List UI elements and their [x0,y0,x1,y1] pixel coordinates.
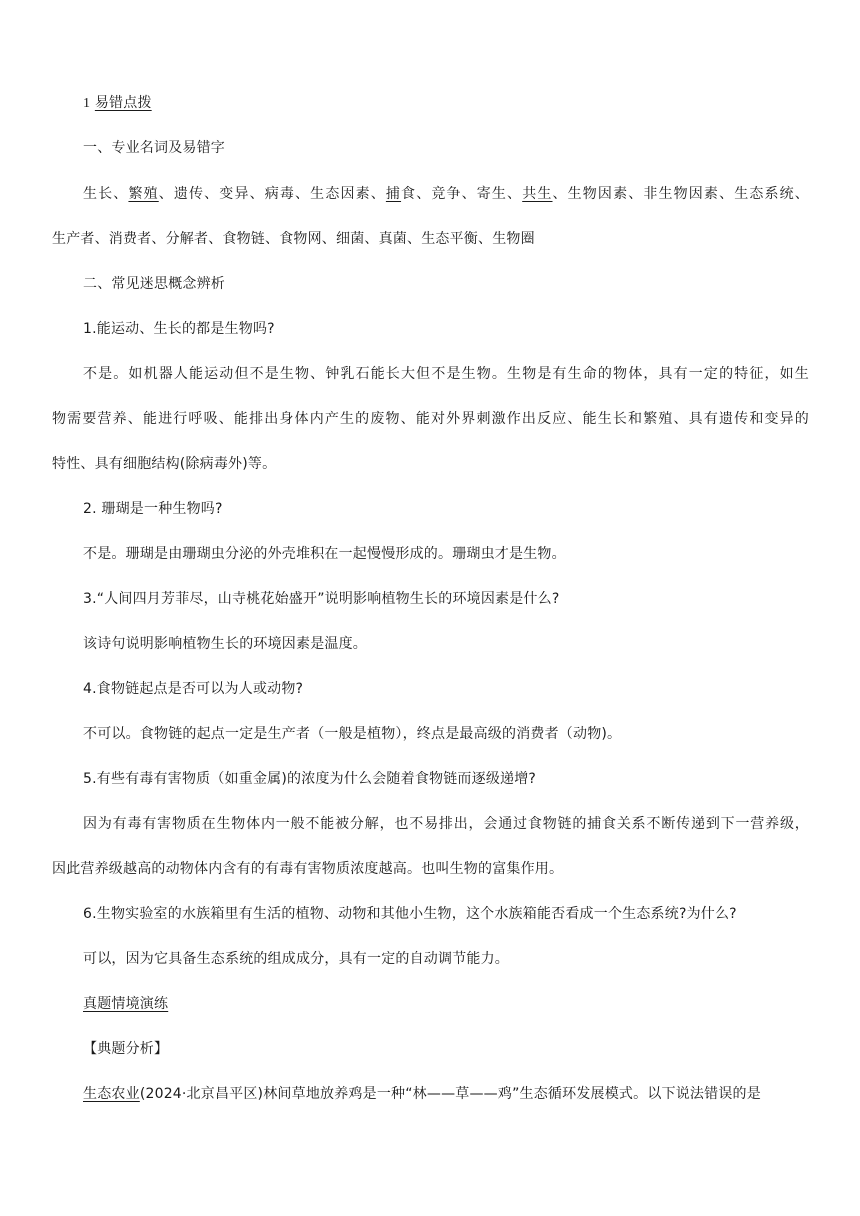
problem-text: (2024·北京昌平区)林间草地放养鸡是一种“林——草——鸡”生态循环发展模式。以下说法错误的是 [139,1086,761,1102]
terms-line-1 [83,184,809,204]
question-2: 2. 珊瑚是一种生物吗? [83,501,223,517]
heading-concepts: 二、常见迷思概念辨析 [83,276,225,292]
section-title-text: 易错点拨 [94,95,152,111]
section-title [83,93,152,114]
term-text: 食、竞争、寄生、 [401,186,523,202]
question-6: 6.生物实验室的水族箱里有生活的植物、动物和其他小生物，这个水族箱能否看成一个生态系统?为什么? [83,906,737,922]
answer-1-line-2: 物需要营养、能进行呼吸、能排出身体内产生的废物、能对外界刺激作出反应、能生长和繁殖、具有遗传和变异的 [52,411,809,427]
term-underlined-fanzhi: 繁殖 [128,186,159,202]
analysis-heading: 【典题分析】 [83,1041,169,1057]
heading-terms: 一、专业名词及易错字 [83,140,225,156]
term-text: 、遗传、变异、病毒、生态因素、 [158,186,386,202]
answer-1-line-3: 特性、具有细胞结构(除病毒外)等。 [52,456,277,472]
answer-6: 可以，因为它具备生态系统的组成成分，具有一定的自动调节能力。 [83,951,509,967]
terms-line-2: 生产者、消费者、分解者、食物链、食物网、细菌、真菌、生态平衡、生物圈 [52,231,535,247]
question-1: 1.能运动、生长的都是生物吗? [83,321,275,337]
section-number: 1 [83,96,91,111]
term-underlined-gongsheng: 共生 [522,186,553,202]
term-text: 、生物因素、非生物因素、生态系统、 [552,186,810,202]
term-text: 生长、 [83,186,129,202]
question-3: 3.“人间四月芳菲尽，山寺桃花始盛开”说明影响植物生长的环境因素是什么? [83,591,560,607]
problem-statement [83,1084,761,1104]
answer-2: 不是。珊瑚是由珊瑚虫分泌的外壳堆积在一起慢慢形成的。珊瑚虫才是生物。 [83,546,566,562]
practice-heading: 真题情境演练 [83,996,169,1012]
answer-1-line-1: 不是。如机器人能运动但不是生物、钟乳石能长大但不是生物。生物是有生命的物体，具有一定的特征，如生 [83,366,809,382]
question-5: 5.有些有毒有害物质（如重金属)的浓度为什么会随着食物链而逐级递增? [83,771,537,787]
term-underlined-bu: 捕 [385,186,402,202]
answer-3: 该诗句说明影响植物生长的环境因素是温度。 [83,636,367,652]
question-4: 4.食物链起点是否可以为人或动物? [83,681,304,697]
answer-4: 不可以。食物链的起点一定是生产者（一般是植物），终点是最高级的消费者（动物)。 [83,726,622,742]
answer-5-line-2: 因此营养级越高的动物体内含有的有毒有害物质浓度越高。也叫生物的富集作用。 [52,861,564,877]
problem-tag: 生态农业 [83,1086,140,1102]
answer-5-line-1: 因为有毒有害物质在生物体内一般不能被分解，也不易排出，会通过食物链的捕食关系不断传递到下一营养级， [83,816,809,832]
